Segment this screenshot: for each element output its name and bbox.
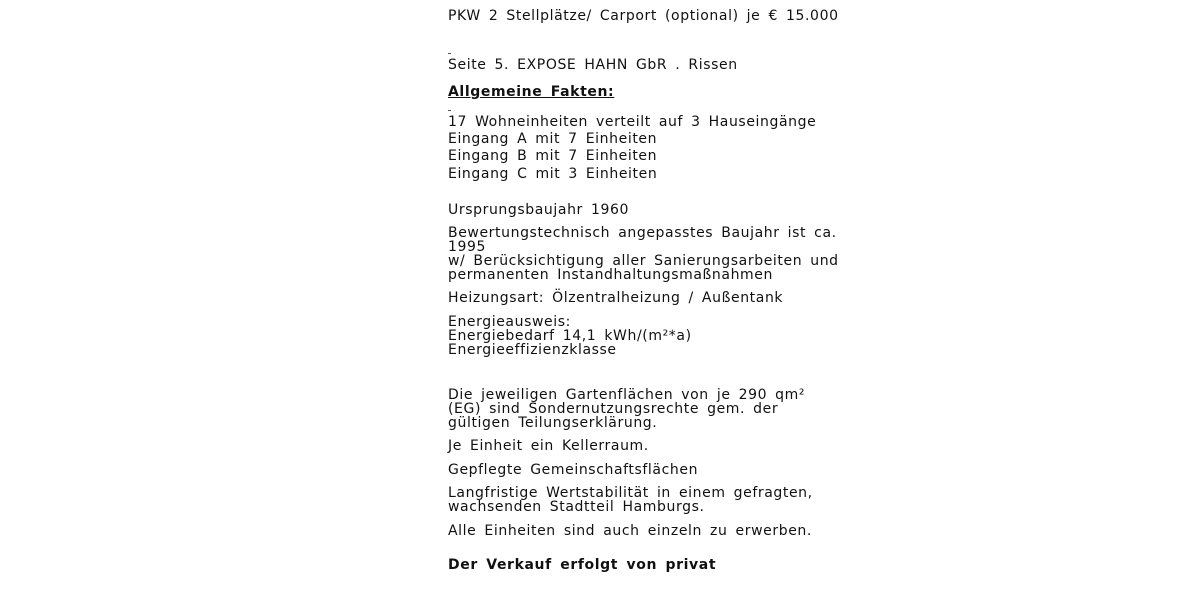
cellar-info: Je Einheit ein Kellerraum. xyxy=(448,438,649,454)
adjusted-year-line2: 1995 xyxy=(448,239,487,255)
gardens-line1: Die jeweiligen Gartenflächen von je 290 qm² xyxy=(448,387,806,403)
sale-note: Der Verkauf erfolgt von privat xyxy=(448,557,717,573)
energy-line1: Energieausweis: xyxy=(448,314,571,330)
heating-info: Heizungsart: Ölzentralheizung / Außentank xyxy=(448,290,784,306)
construction-year: Ursprungsbaujahr 1960 xyxy=(448,202,629,218)
individual-purchase: Alle Einheiten sind auch einzeln zu erwerben. xyxy=(448,523,812,539)
separator-mark xyxy=(448,53,451,54)
common-areas: Gepflegte Gemeinschaftsflächen xyxy=(448,462,699,478)
page-header: Seite 5. EXPOSE HAHN GbR . Rissen xyxy=(448,57,738,73)
gardens-line3: gültigen Teilungserklärung. xyxy=(448,415,658,431)
entrance-a: Eingang A mit 7 Einheiten xyxy=(448,131,658,147)
section-title: Allgemeine Fakten: xyxy=(448,84,615,100)
energy-line2: Energiebedarf 14,1 kWh/(m²*a) xyxy=(448,328,692,344)
gardens-line2: (EG) sind Sondernutzungsrechte gem. der xyxy=(448,401,779,417)
units-summary: 17 Wohneinheiten verteilt auf 3 Hauseingänge xyxy=(448,114,817,130)
separator-mark xyxy=(448,110,451,111)
adjusted-year-line4: permanenten Instandhaltungsmaßnahmen xyxy=(448,267,773,283)
value-line2: wachsenden Stadtteil Hamburgs. xyxy=(448,499,705,515)
entrance-b: Eingang B mit 7 Einheiten xyxy=(448,148,658,164)
parking-info: PKW 2 Stellplätze/ Carport (optional) je € 15.000 xyxy=(448,8,839,24)
entrance-c: Eingang C mit 3 Einheiten xyxy=(448,166,658,182)
adjusted-year-line3: w/ Berücksichtigung aller Sanierungsarbeiten und xyxy=(448,253,839,269)
value-line1: Langfristige Wertstabilität in einem gefragten, xyxy=(448,485,813,501)
energy-line3: Energieeffizienzklasse xyxy=(448,342,617,358)
adjusted-year-line1: Bewertungstechnisch angepasstes Baujahr ist ca. xyxy=(448,225,837,241)
